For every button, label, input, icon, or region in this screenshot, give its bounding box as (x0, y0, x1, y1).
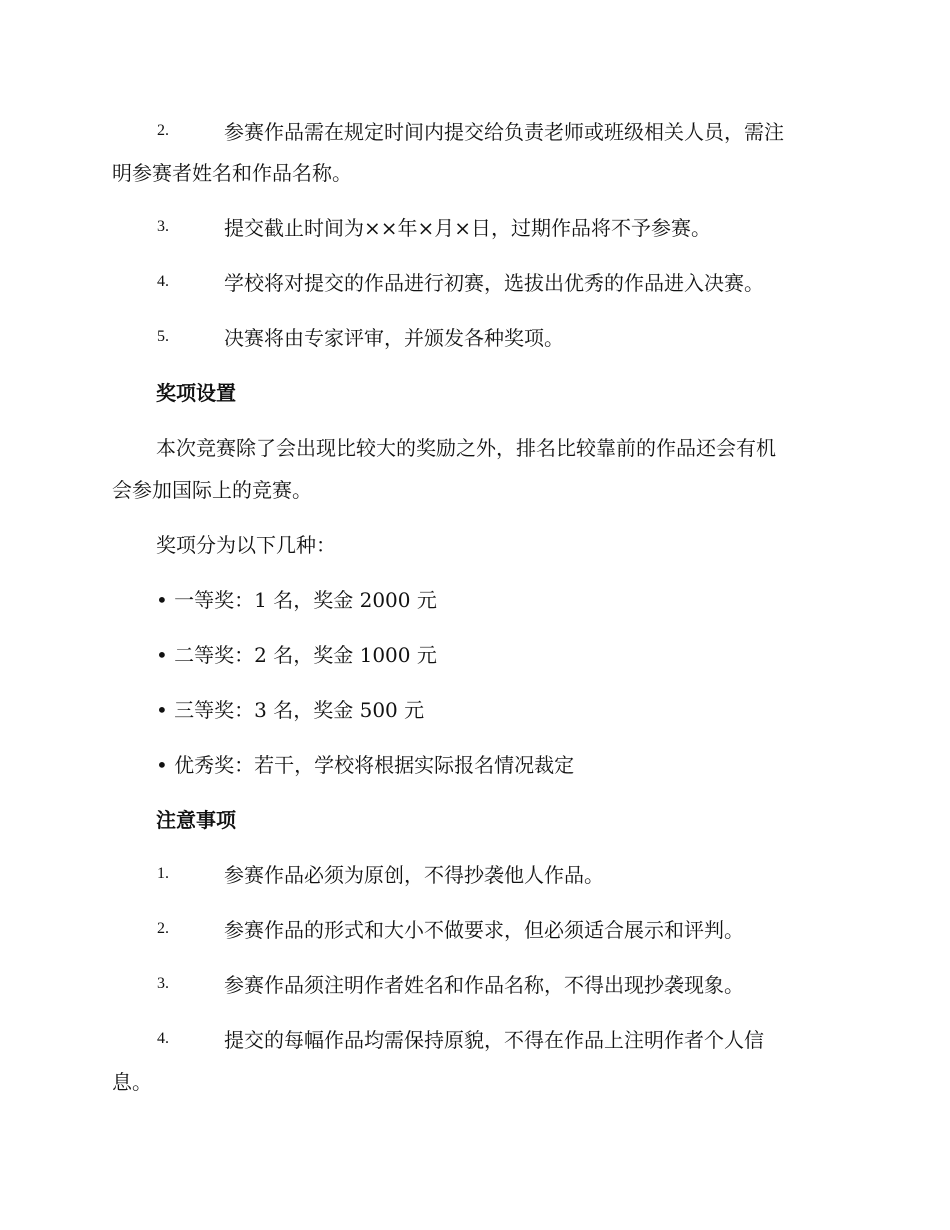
list-number: 3. (157, 975, 169, 992)
list-text: 提交截止时间为××年×月×日，过期作品将不予参赛。 (224, 216, 712, 240)
paragraph-text: 奖项分为以下几种： (156, 533, 336, 557)
bullet-text: • 一等奖：1 名，奖金 2000 元 (156, 588, 437, 612)
list-text: 学校将对提交的作品进行初赛，选拔出优秀的作品进入决赛。 (224, 271, 764, 295)
paragraph-text: 本次竞赛除了会出现比较大的奖励之外，排名比较靠前的作品还会有机 (156, 436, 776, 460)
paragraph-text: 会参加国际上的竞赛。 (112, 478, 312, 502)
list-text: 息。 (112, 1070, 152, 1094)
list-text: 参赛作品的形式和大小不做要求，但必须适合展示和评判。 (224, 918, 744, 942)
list-text: 参赛作品需在规定时间内提交给负责老师或班级相关人员，需注 (224, 120, 784, 144)
list-text: 明参赛者姓名和作品名称。 (112, 161, 352, 185)
list-number: 4. (157, 1030, 169, 1047)
bullet-text: • 优秀奖：若干，学校将根据实际报名情况裁定 (156, 753, 575, 777)
list-text: 参赛作品必须为原创，不得抄袭他人作品。 (224, 863, 604, 887)
list-number: 4. (157, 273, 169, 290)
bullet-text: • 三等奖：3 名，奖金 500 元 (156, 698, 425, 722)
list-text: 提交的每幅作品均需保持原貌，不得在作品上注明作者个人信 (224, 1028, 764, 1052)
list-text: 决赛将由专家评审，并颁发各种奖项。 (224, 326, 564, 350)
heading-text: 奖项设置 (156, 381, 236, 405)
list-number: 2. (157, 122, 169, 139)
list-number: 2. (157, 920, 169, 937)
bullet-text: • 二等奖：2 名，奖金 1000 元 (156, 643, 437, 667)
list-number: 3. (157, 218, 169, 235)
list-number: 5. (157, 328, 169, 345)
list-number: 1. (157, 865, 169, 882)
list-text: 参赛作品须注明作者姓名和作品名称，不得出现抄袭现象。 (224, 973, 744, 997)
heading-text: 注意事项 (156, 808, 236, 832)
